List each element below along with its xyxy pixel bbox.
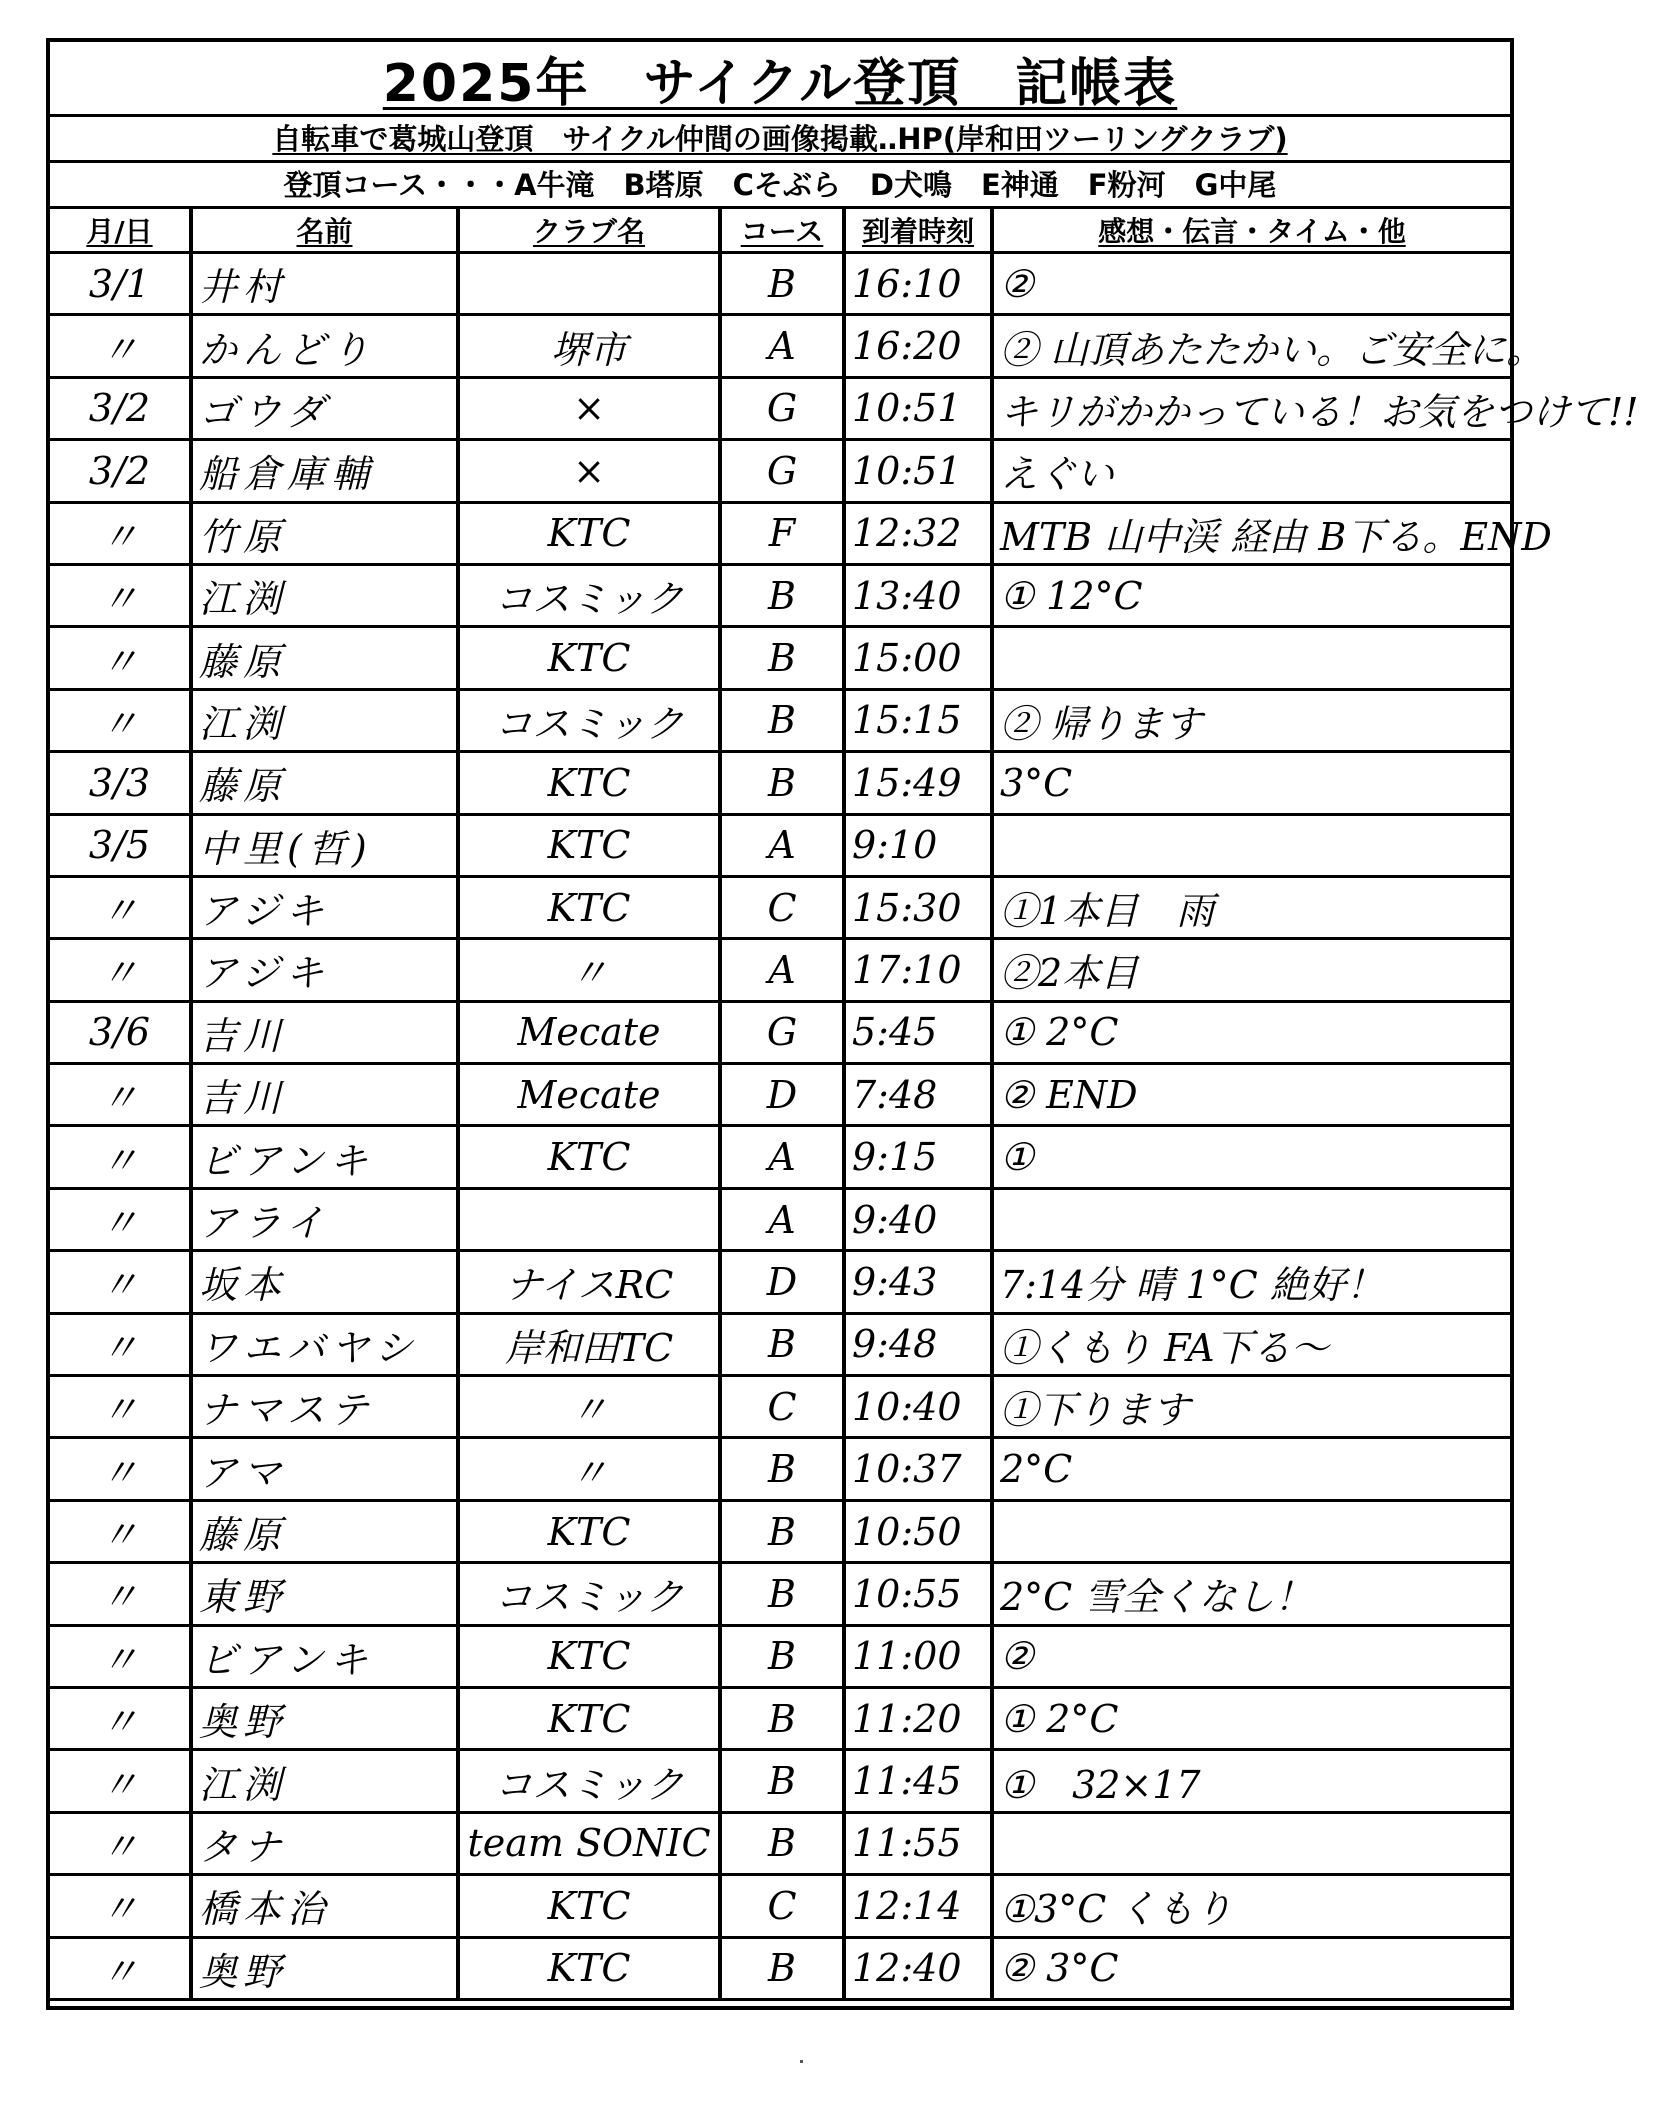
subtitle-row <box>50 114 1510 163</box>
cell-time: 9:43 <box>844 1251 992 1313</box>
cell-time: 11:00 <box>844 1625 992 1687</box>
cell-name: 坂本 <box>191 1251 458 1313</box>
cell-note <box>992 1188 1510 1250</box>
cell-club: ナイスRC <box>458 1251 720 1313</box>
cell-name: 中里(哲) <box>191 814 458 876</box>
table-row <box>50 1376 1510 1438</box>
header-date: 月/日 <box>50 208 191 253</box>
table-row <box>50 1812 1510 1874</box>
cell-name: アジキ <box>191 876 458 938</box>
cell-date: 〃 <box>50 1313 191 1375</box>
cell-date: 〃 <box>50 502 191 564</box>
cell-note: ①くもり FA下る～ <box>992 1313 1510 1375</box>
cell-time: 7:48 <box>844 1064 992 1126</box>
cell-course: B <box>720 1625 844 1687</box>
cell-name: 井村 <box>191 253 458 315</box>
table-row <box>50 564 1510 626</box>
cell-time: 9:40 <box>844 1188 992 1250</box>
cell-course: G <box>720 1001 844 1063</box>
cell-course: C <box>720 1376 844 1438</box>
cell-note: ① 2°C <box>992 1001 1510 1063</box>
cell-time: 10:55 <box>844 1563 992 1625</box>
cell-date: 3/2 <box>50 377 191 439</box>
cell-club <box>458 1188 720 1250</box>
cell-course: A <box>720 814 844 876</box>
header-club: クラブ名 <box>458 208 720 253</box>
table-row <box>50 1750 1510 1812</box>
cell-name: 藤原 <box>191 1500 458 1562</box>
cell-note <box>992 1812 1510 1874</box>
cell-course: B <box>720 1438 844 1500</box>
table-row <box>50 1937 1510 1999</box>
cell-note: 3°C <box>992 752 1510 814</box>
cell-course: B <box>720 564 844 626</box>
course-legend-row <box>50 160 1510 206</box>
table-row <box>50 939 1510 1001</box>
cell-club: コスミック <box>458 1563 720 1625</box>
cell-date: 〃 <box>50 627 191 689</box>
cell-name: 江渕 <box>191 564 458 626</box>
cell-club: Mecate <box>458 1001 720 1063</box>
cell-time: 11:20 <box>844 1687 992 1749</box>
cell-course: B <box>720 627 844 689</box>
cell-name: 藤原 <box>191 627 458 689</box>
header-course: コース <box>720 208 844 253</box>
cell-date: 〃 <box>50 564 191 626</box>
cell-name: 吉川 <box>191 1064 458 1126</box>
cell-note <box>992 627 1510 689</box>
cell-note <box>992 814 1510 876</box>
cell-club: KTC <box>458 1625 720 1687</box>
table-row <box>50 752 1510 814</box>
cell-club: KTC <box>458 1126 720 1188</box>
cell-course: B <box>720 1750 844 1812</box>
cell-club: KTC <box>458 752 720 814</box>
cell-date: 3/2 <box>50 440 191 502</box>
cell-date: 3/3 <box>50 752 191 814</box>
title-row <box>50 42 1510 117</box>
table-row <box>50 1001 1510 1063</box>
cell-note: ② 帰ります <box>992 689 1510 751</box>
cell-date: 〃 <box>50 1563 191 1625</box>
cell-club: KTC <box>458 1687 720 1749</box>
cell-course: B <box>720 1687 844 1749</box>
cell-name: アマ <box>191 1438 458 1500</box>
cell-date: 〃 <box>50 315 191 377</box>
cell-date: 〃 <box>50 1625 191 1687</box>
cell-time: 10:51 <box>844 440 992 502</box>
table-row <box>50 1625 1510 1687</box>
cell-club: KTC <box>458 1875 720 1937</box>
cell-note: ② <box>992 1625 1510 1687</box>
cell-date: 〃 <box>50 1687 191 1749</box>
cell-club: 堺市 <box>458 315 720 377</box>
cell-course: A <box>720 315 844 377</box>
cell-club: Mecate <box>458 1064 720 1126</box>
cell-club: × <box>458 377 720 439</box>
cell-note <box>992 1500 1510 1562</box>
cell-date: 〃 <box>50 1251 191 1313</box>
cell-club: 〃 <box>458 1376 720 1438</box>
cell-note: ②2本目 <box>992 939 1510 1001</box>
header-notes: 感想・伝言・タイム・他 <box>992 208 1510 253</box>
cell-note: 2°C <box>992 1438 1510 1500</box>
cell-course: D <box>720 1064 844 1126</box>
cell-time: 10:37 <box>844 1438 992 1500</box>
cell-name: ビアンキ <box>191 1625 458 1687</box>
cell-note: ① 2°C <box>992 1687 1510 1749</box>
cell-club: × <box>458 440 720 502</box>
table-row <box>50 253 1510 315</box>
cell-date: 〃 <box>50 876 191 938</box>
table-row <box>50 627 1510 689</box>
cell-course: C <box>720 1875 844 1937</box>
cell-club: コスミック <box>458 1750 720 1812</box>
cell-date: 〃 <box>50 1188 191 1250</box>
header-time: 到着時刻 <box>844 208 992 253</box>
table-row <box>50 1126 1510 1188</box>
table-row <box>50 1188 1510 1250</box>
cell-time: 10:51 <box>844 377 992 439</box>
cell-course: B <box>720 1500 844 1562</box>
cell-name: 奥野 <box>191 1937 458 1999</box>
cell-note: キリがかかっている！お気をつけて!! <box>992 377 1510 439</box>
cell-course: B <box>720 1812 844 1874</box>
cell-date: 〃 <box>50 1750 191 1812</box>
cell-note: えぐい <box>992 440 1510 502</box>
cell-note: ① 12°C <box>992 564 1510 626</box>
cell-club: コスミック <box>458 689 720 751</box>
cell-time: 9:15 <box>844 1126 992 1188</box>
cell-course: G <box>720 440 844 502</box>
cell-name: タナ <box>191 1812 458 1874</box>
cell-name: ゴウダ <box>191 377 458 439</box>
cell-note: ② END <box>992 1064 1510 1126</box>
cell-date: 〃 <box>50 1126 191 1188</box>
cell-club: team SONIC <box>458 1812 720 1874</box>
cell-name: 東野 <box>191 1563 458 1625</box>
cell-date: 〃 <box>50 1937 191 1999</box>
cell-time: 11:55 <box>844 1812 992 1874</box>
table-row <box>50 814 1510 876</box>
cell-course: B <box>720 1563 844 1625</box>
cell-time: 12:40 <box>844 1937 992 1999</box>
stray-mark <box>800 2060 803 2063</box>
cell-club: 岸和田TC <box>458 1313 720 1375</box>
cell-note: 2°C 雪全くなし！ <box>992 1563 1510 1625</box>
cell-note: ①下ります <box>992 1376 1510 1438</box>
cell-name: 橋本治 <box>191 1875 458 1937</box>
cell-course: A <box>720 939 844 1001</box>
cell-time: 5:45 <box>844 1001 992 1063</box>
cell-course: B <box>720 1313 844 1375</box>
cell-date: 3/5 <box>50 814 191 876</box>
cell-name: アライ <box>191 1188 458 1250</box>
cell-time: 12:32 <box>844 502 992 564</box>
cell-course: B <box>720 752 844 814</box>
table-row <box>50 1500 1510 1562</box>
cell-name: 吉川 <box>191 1001 458 1063</box>
cell-name: 江渕 <box>191 689 458 751</box>
cell-time: 13:40 <box>844 564 992 626</box>
cell-name: ナマステ <box>191 1376 458 1438</box>
cell-name: ワエバヤシ <box>191 1313 458 1375</box>
cell-name: ビアンキ <box>191 1126 458 1188</box>
cell-club: KTC <box>458 627 720 689</box>
course-legend: 登頂コース・・・A牛滝 B塔原 Cそぶら D犬鳴 E神通 F粉河 G中尾 <box>283 167 1277 202</box>
cell-course: D <box>720 1251 844 1313</box>
cell-course: A <box>720 1126 844 1188</box>
cell-course: B <box>720 253 844 315</box>
cell-time: 15:49 <box>844 752 992 814</box>
cell-date: 〃 <box>50 689 191 751</box>
table-row <box>50 1313 1510 1375</box>
cell-time: 16:20 <box>844 315 992 377</box>
cell-club: KTC <box>458 814 720 876</box>
log-sheet <box>46 38 1639 2010</box>
cell-note: ② <box>992 253 1510 315</box>
cell-club <box>458 253 720 315</box>
cell-name: 竹原 <box>191 502 458 564</box>
table-row <box>50 876 1510 938</box>
cell-note: ① <box>992 1126 1510 1188</box>
cell-time: 15:15 <box>844 689 992 751</box>
table-row <box>50 1251 1510 1313</box>
header-row <box>50 208 1510 253</box>
cell-date: 〃 <box>50 1812 191 1874</box>
cell-time: 11:45 <box>844 1750 992 1812</box>
cell-name: 江渕 <box>191 1750 458 1812</box>
table-row <box>50 1064 1510 1126</box>
table-row <box>50 377 1510 439</box>
header-name: 名前 <box>191 208 458 253</box>
cell-time: 12:14 <box>844 1875 992 1937</box>
table-row <box>50 1687 1510 1749</box>
table-row <box>50 1563 1510 1625</box>
cell-name: 藤原 <box>191 752 458 814</box>
table-row <box>50 502 1510 564</box>
cell-course: B <box>720 689 844 751</box>
cell-club: KTC <box>458 502 720 564</box>
cell-time: 15:00 <box>844 627 992 689</box>
cell-time: 9:48 <box>844 1313 992 1375</box>
cell-course: C <box>720 876 844 938</box>
cell-club: KTC <box>458 876 720 938</box>
cell-course: B <box>720 1937 844 1999</box>
cell-time: 15:30 <box>844 876 992 938</box>
cell-date: 〃 <box>50 1064 191 1126</box>
cell-course: F <box>720 502 844 564</box>
cell-time: 10:40 <box>844 1376 992 1438</box>
cell-club: KTC <box>458 1937 720 1999</box>
cell-date: 〃 <box>50 1500 191 1562</box>
cell-note: ② 3°C <box>992 1937 1510 1999</box>
cell-date: 〃 <box>50 1875 191 1937</box>
cell-note: 7:14分 晴 1°C 絶好！ <box>992 1251 1510 1313</box>
cell-course: G <box>720 377 844 439</box>
table-row <box>50 440 1510 502</box>
table-row <box>50 1875 1510 1937</box>
cell-date: 〃 <box>50 1438 191 1500</box>
table-row <box>50 1438 1510 1500</box>
cell-date: 〃 <box>50 939 191 1001</box>
cell-time: 16:10 <box>844 253 992 315</box>
cell-note: ①3°C くもり <box>992 1875 1510 1937</box>
cell-time: 17:10 <box>844 939 992 1001</box>
cell-club: 〃 <box>458 1438 720 1500</box>
cell-date: 〃 <box>50 1376 191 1438</box>
cell-date: 3/6 <box>50 1001 191 1063</box>
cell-date: 3/1 <box>50 253 191 315</box>
cell-name: アジキ <box>191 939 458 1001</box>
page-title: 2025年 サイクル登頂 記帳表 <box>382 53 1178 114</box>
cell-club: 〃 <box>458 939 720 1001</box>
cell-note: ② 山頂あたたかい。ご安全に。 <box>992 315 1510 377</box>
log-body <box>50 253 1639 2000</box>
cell-name: かんどり <box>191 315 458 377</box>
cell-name: 船倉庫輔 <box>191 440 458 502</box>
cell-note: ① 32×17 <box>992 1750 1510 1812</box>
cell-course: A <box>720 1188 844 1250</box>
cell-note: MTB 山中渓 経由 B下る。END <box>992 502 1510 564</box>
cell-name: 奥野 <box>191 1687 458 1749</box>
cell-time: 9:10 <box>844 814 992 876</box>
cell-club: KTC <box>458 1500 720 1562</box>
cell-note: ①1本目 雨 <box>992 876 1510 938</box>
table-row <box>50 315 1510 377</box>
cell-club: コスミック <box>458 564 720 626</box>
table-row <box>50 689 1510 751</box>
climb-log-table <box>50 206 1639 2001</box>
cell-time: 10:50 <box>844 1500 992 1562</box>
subtitle: 自転車で葛城山登頂 サイクル仲間の画像掲載‥HP(岸和田ツーリングクラブ) <box>272 121 1288 156</box>
